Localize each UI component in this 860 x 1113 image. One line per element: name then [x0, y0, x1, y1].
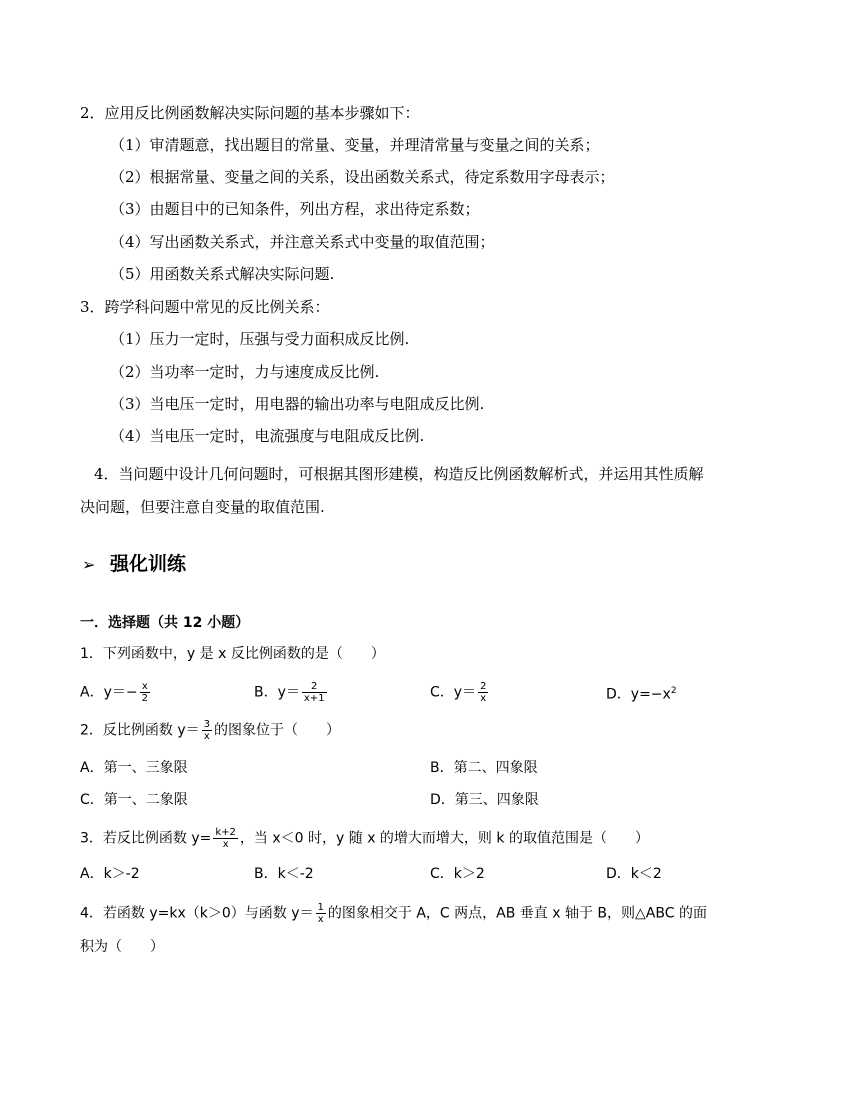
cross-item: （3）当电压一定时，用电器的输出功率与电阻成反比例.	[110, 395, 485, 413]
question-2-stem: 2．反比例函数 y＝ $\frac{3}{x}$ 的图象位于（ ）	[80, 719, 341, 742]
question-3-option-d: D．k＜2	[606, 866, 662, 882]
question-3-option-c: C．k＞2	[430, 866, 485, 882]
cross-item: （4）当电压一定时，电流强度与电阻成反比例.	[110, 427, 425, 445]
section-title	[82, 552, 186, 577]
question-1-option-a: A．y＝− $\frac{x}{2}$	[80, 681, 148, 704]
question-1-option-b: B．y＝ $\frac{2}{x+1}$	[254, 681, 325, 704]
step-item: （1）审清题意，找出题目的常量、变量，并理清常量与变量之间的关系；	[110, 136, 600, 154]
cross-heading: 3．跨学科问题中常见的反比例关系：	[80, 298, 330, 316]
steps-heading: 2．应用反比例函数解决实际问题的基本步骤如下：	[80, 104, 420, 122]
step-item: （4）写出函数关系式，并注意关系式中变量的取值范围；	[110, 233, 495, 251]
question-4-stem: 4．若函数 y=kx（k＞0）与函数 y＝ $\frac{1}{x}$ 的图象相交于 A，C 两点，AB 垂直 x 轴于 B，则△ABC 的面	[80, 902, 707, 925]
question-4-stem-line-2: 积为（ ）	[80, 939, 164, 955]
part-title: 一．选择题（共 12 小题）	[80, 615, 250, 631]
geometry-line-2: 决问题，但要注意自变量的取值范围.	[80, 498, 325, 516]
question-3-option-b: B．k＜-2	[254, 866, 314, 882]
question-1-option-d: D．$y=-x^2$	[606, 686, 677, 703]
cross-item: （2）当功率一定时，力与速度成反比例.	[110, 363, 380, 381]
arrow-bullet-icon: ➢	[82, 555, 96, 574]
geometry-line-1: 4．当问题中设计几何问题时，可根据其图形建模，构造反比例函数解析式，并运用其性质解	[94, 465, 704, 483]
question-1-option-c: C．y＝ $\frac{2}{x}$	[430, 681, 487, 704]
question-1-stem: 1．下列函数中，y 是 x 反比例函数的是（ ）	[80, 646, 385, 662]
question-3-stem: 3．若反比例函数 y= $\frac{k+2}{x}$ ，当 x＜0 时，y 随 x 的增大而增大，则 k 的取值范围是（ ）	[80, 827, 649, 850]
question-2-option-a: A．第一、三象限	[80, 760, 188, 776]
section-title-text: 强化训练	[110, 553, 187, 575]
step-item: （2）根据常量、变量之间的关系，设出函数关系式，待定系数用字母表示；	[110, 168, 615, 186]
question-2-option-b: B．第二、四象限	[430, 760, 538, 776]
question-3-option-a: A．k＞-2	[80, 866, 140, 882]
question-2-option-c: C．第一、二象限	[80, 792, 188, 808]
step-item: （3）由题目中的已知条件，列出方程，求出待定系数；	[110, 200, 480, 218]
cross-item: （1）压力一定时，压强与受力面积成反比例.	[110, 330, 410, 348]
question-2-option-d: D．第三、四象限	[430, 792, 539, 808]
step-item: （5）用函数关系式解决实际问题.	[110, 265, 335, 283]
